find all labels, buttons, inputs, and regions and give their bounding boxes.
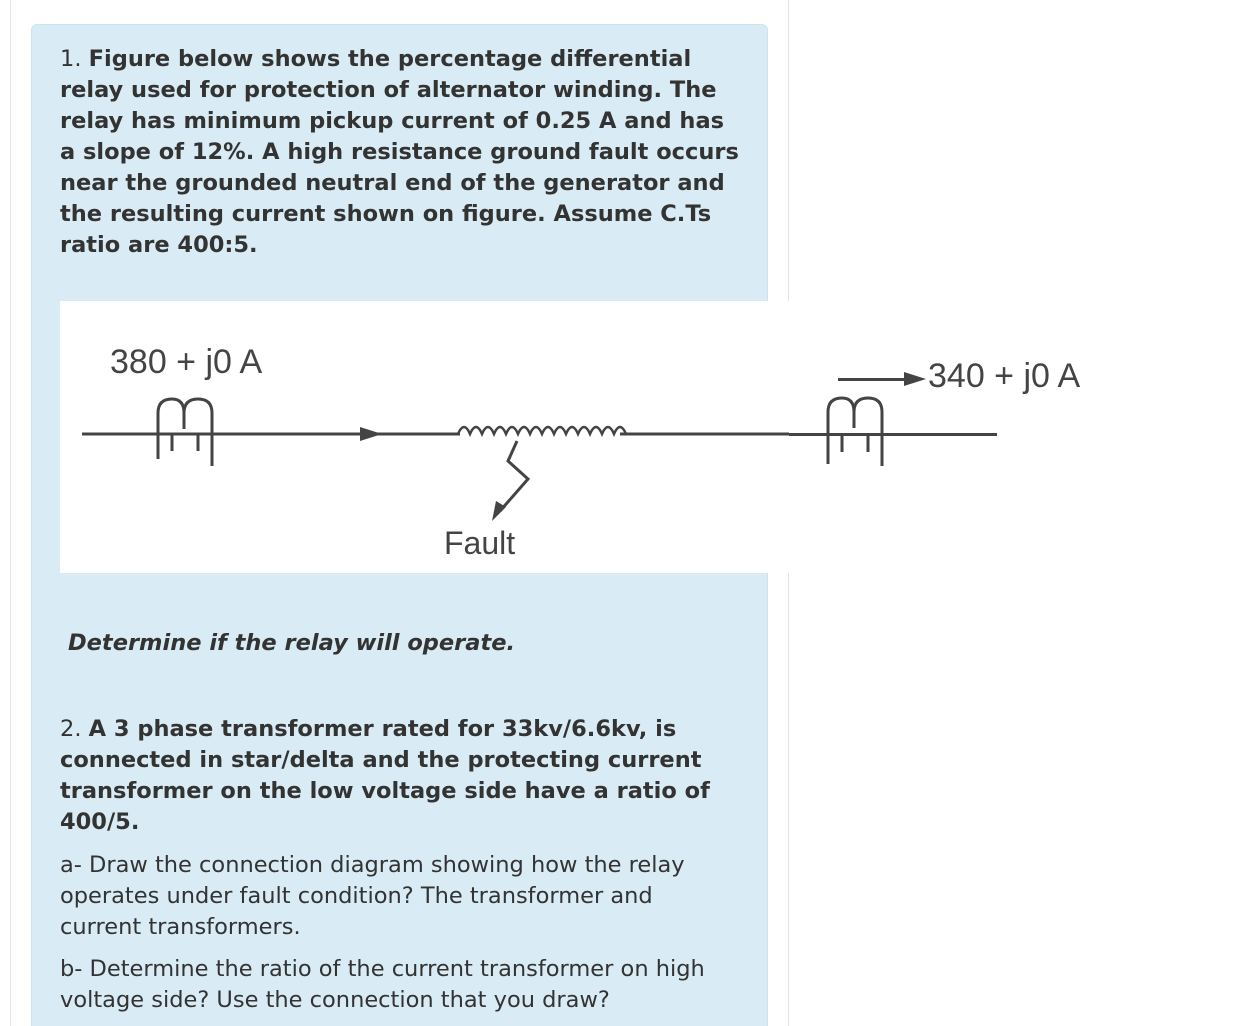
question-1-text: Figure below shows the percentage differential relay used for protection of alternator winding. The relay has minimum pickup current of 0.25 A and has a slope of 12%. A high resistance ground fault occurs near the grounded neutral end of the generator and the resulting current shown on figure. Assume C.Ts ratio are 400:5.	[60, 46, 739, 258]
relay-figure	[60, 301, 789, 573]
current-arrow-left-icon	[360, 427, 382, 441]
question-2-part-b: b- Determine the ratio of the current transformer on high voltage side? Use the connection that you draw?	[60, 956, 705, 1013]
right-arrow-head-icon	[904, 372, 926, 386]
left-current-label: 380 + j0 A	[110, 343, 263, 381]
generator-winding-icon	[458, 427, 626, 434]
right-arrow-shaft	[838, 378, 908, 381]
fault-label: Fault	[444, 525, 516, 561]
relay-diagram	[60, 301, 789, 573]
right-ct-coil-outer-icon	[820, 390, 920, 470]
fault-bolt-icon	[500, 441, 528, 511]
question-2-part-a: a- Draw the connection diagram showing how the relay operates under fault condition? The transformer and current transformers.	[60, 852, 685, 940]
question-1-number: 1.	[60, 46, 82, 72]
question-2-text: A 3 phase transformer rated for 33kv/6.6kv, is connected in star/delta and the protecting current transformer on the low voltage side have a ratio of 400/5.	[60, 716, 710, 835]
fault-arrow-icon	[492, 501, 506, 521]
instruction-text: Determine if the relay will operate.	[68, 630, 516, 656]
question-2-number: 2.	[60, 716, 82, 742]
question-1	[60, 44, 740, 261]
left-divider	[10, 0, 11, 1026]
right-current-label: 340 + j0 A	[928, 357, 1081, 395]
question-2	[60, 714, 740, 838]
